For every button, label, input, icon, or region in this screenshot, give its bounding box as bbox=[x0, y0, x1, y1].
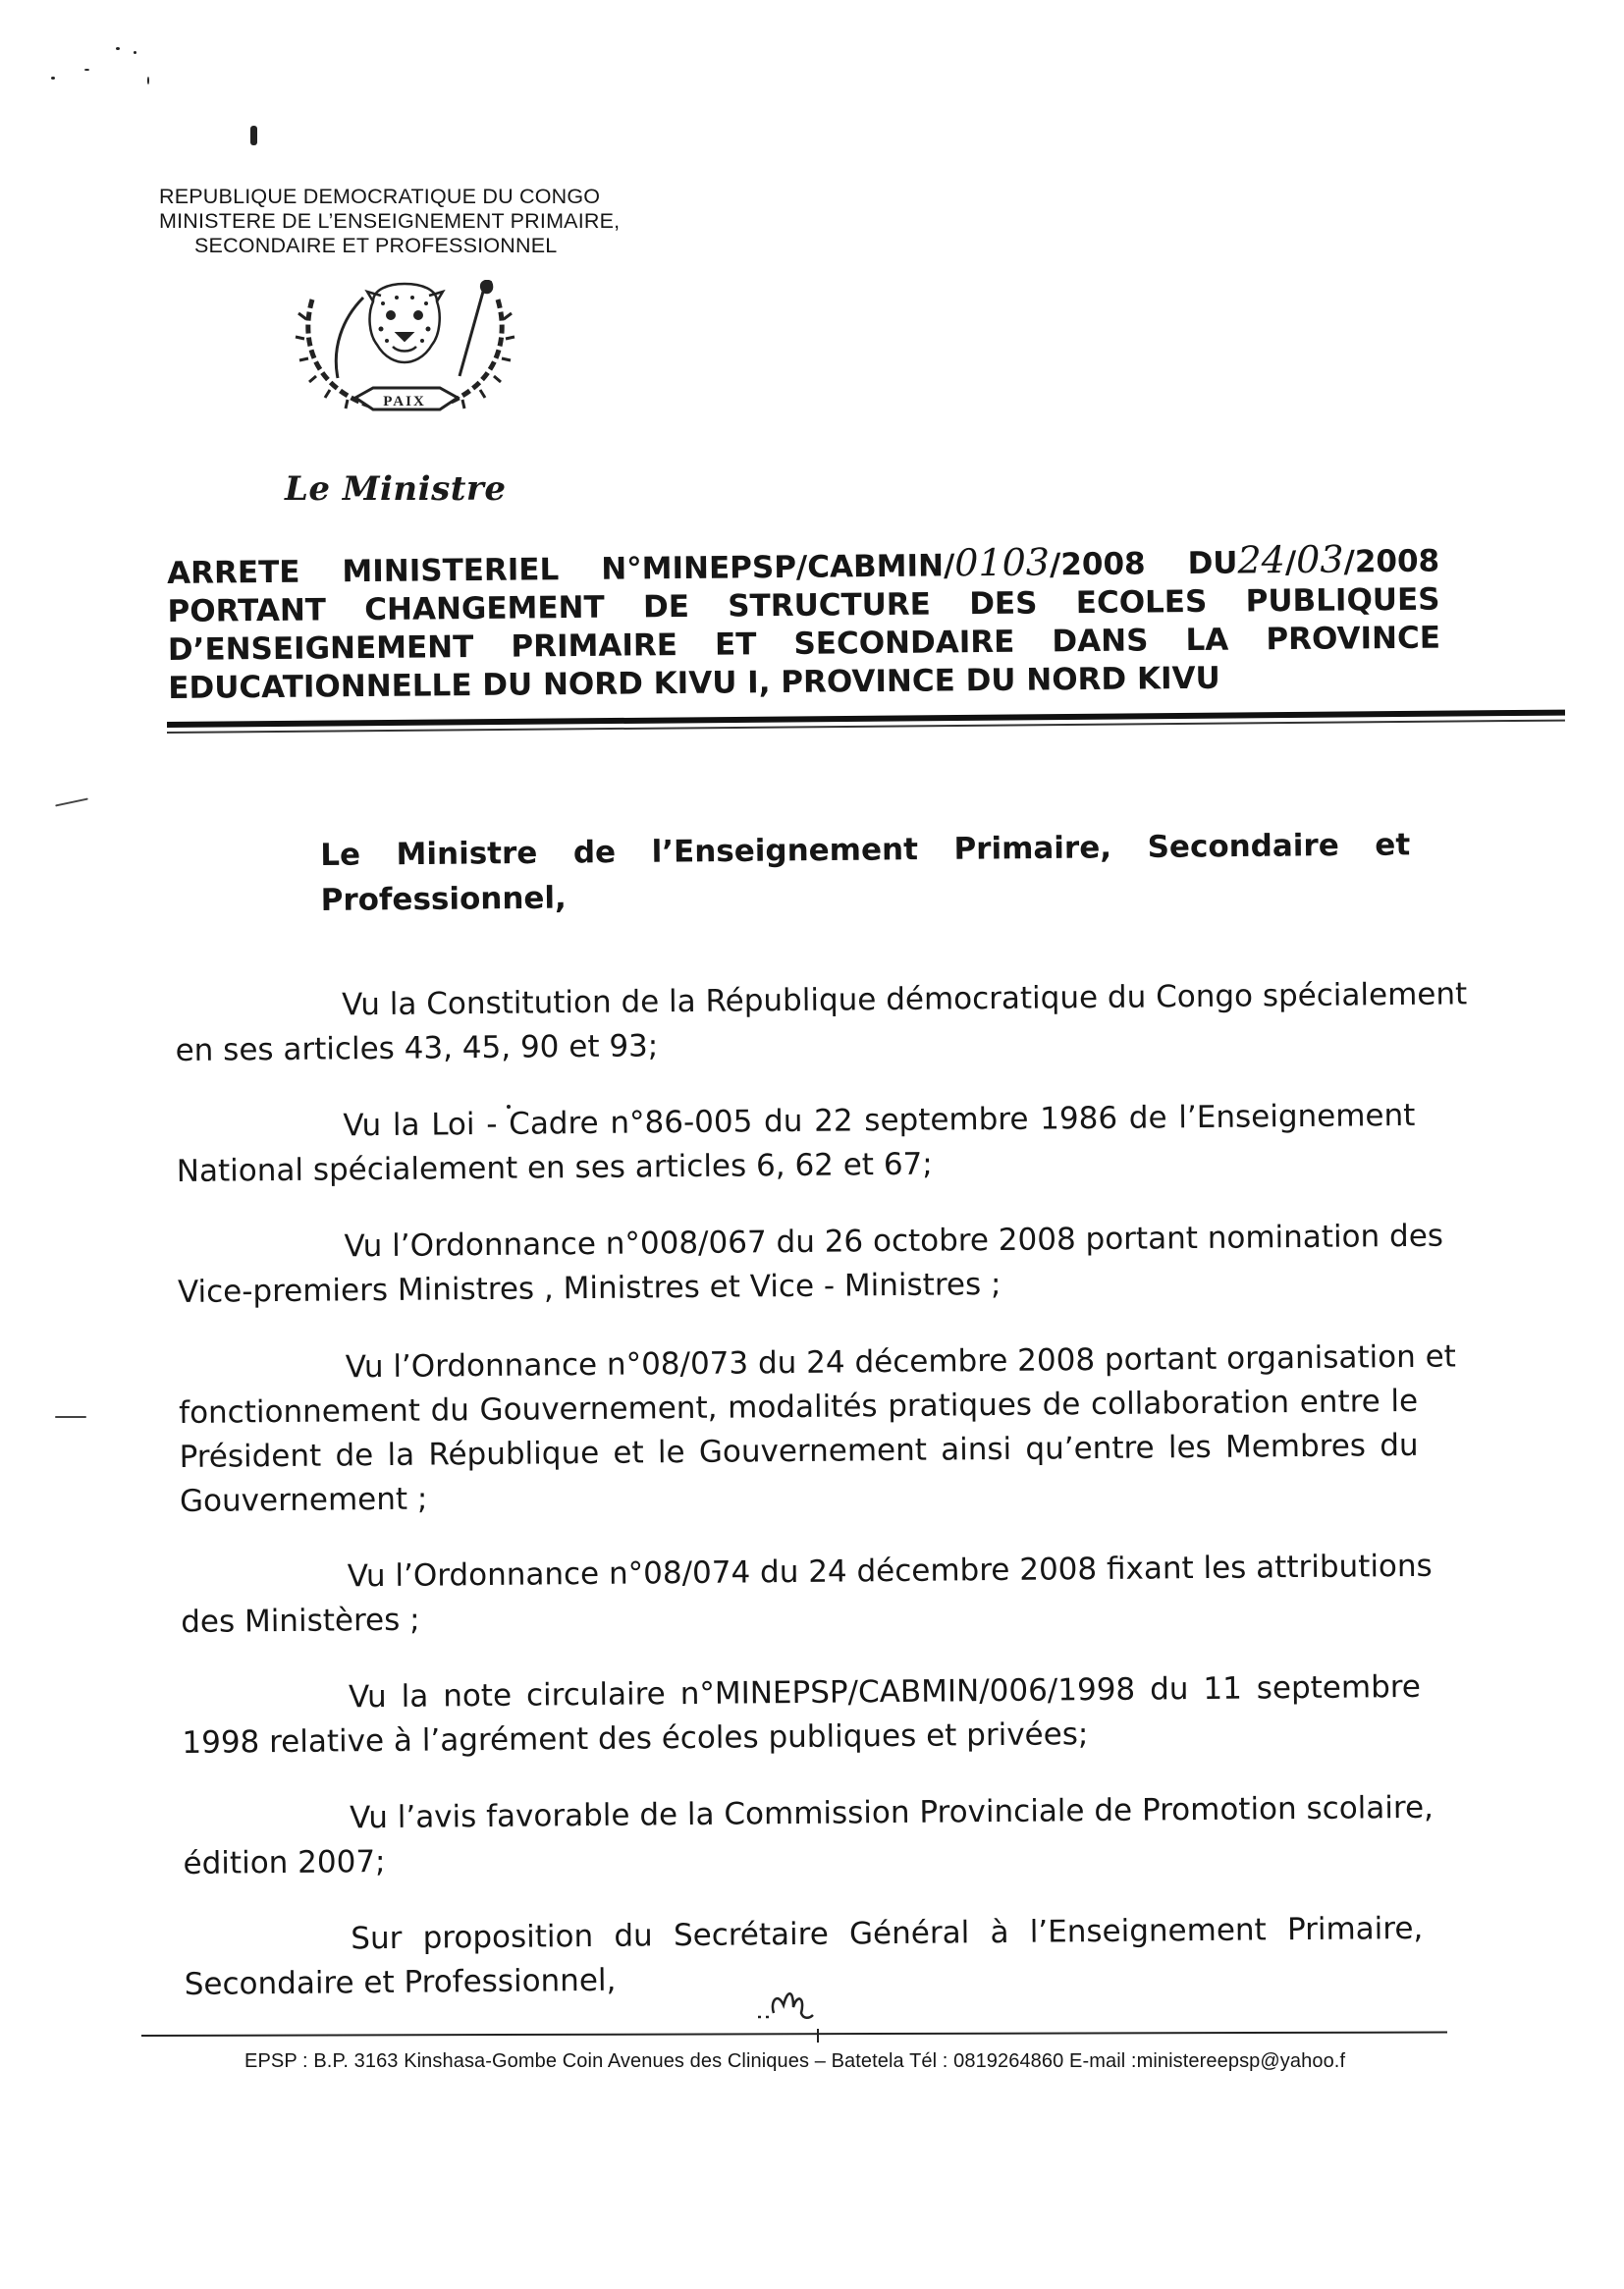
handwritten-initials bbox=[754, 1984, 823, 2027]
decree-line1: ARRETE MINISTERIEL N°MINEPSP/CABMIN/0103/2008 DU24/03/2008 bbox=[167, 537, 1440, 591]
consideration-paragraph bbox=[177, 1215, 1444, 1315]
paragraph-line: Vu l’avis favorable de la Commission Provinciale de Promotion scolaire, bbox=[349, 1789, 1435, 1836]
paragraph-line: National spécialement en ses articles 6, 62 et 67; bbox=[176, 1146, 933, 1189]
scan-speck bbox=[51, 77, 55, 80]
decree-title bbox=[167, 537, 1441, 708]
scan-speck bbox=[250, 126, 257, 145]
margin-mark bbox=[55, 1416, 86, 1418]
paragraph-line: Gouvernement ; bbox=[179, 1481, 428, 1519]
decree-prefix: ARRETE MINISTERIEL N°MINEPSP/CABMIN/ bbox=[167, 548, 955, 591]
consideration-paragraph bbox=[183, 1786, 1435, 1886]
consideration-paragraph bbox=[179, 1335, 1457, 1524]
paragraph-line: fonctionnement du Gouvernement, modalités pratiques de collaboration entre le bbox=[179, 1383, 1419, 1431]
paragraph-line: Secondaire et Professionnel, bbox=[184, 1962, 617, 2002]
paragraph-line: Président de la République et le Gouvernement ainsi qu’entre les Membres du bbox=[179, 1427, 1419, 1475]
minister-heading bbox=[320, 822, 1411, 923]
paragraph-line: Vu l’Ordonnance n°08/074 du 24 décembre 2008 fixant les attributions bbox=[347, 1548, 1433, 1595]
decree-end: /2008 bbox=[1343, 543, 1440, 580]
margin-mark bbox=[55, 797, 88, 806]
letterhead bbox=[159, 185, 620, 258]
letterhead-ministry-line1: MINISTERE DE L’ENSEIGNEMENT PRIMAIRE, bbox=[159, 209, 621, 233]
minister-heading-line1: Le Ministre de l’Enseignement Primaire, Secondaire et bbox=[320, 827, 1411, 873]
paragraph-line: Vu la Loi - Cadre n°86-005 du 22 septembre 1986 de l’Enseignement bbox=[343, 1097, 1416, 1144]
paragraph-line: Vu la note circulaire n°MINEPSP/CABMIN/006/1998 du 11 septembre bbox=[348, 1668, 1422, 1716]
paragraph-line: des Ministères ; bbox=[181, 1602, 420, 1640]
paragraph-line: Vice-premiers Ministres , Ministres et Vice - Ministres ; bbox=[177, 1266, 1001, 1310]
decree-line4: EDUCATIONNELLE DU NORD KIVU I, PROVINCE DU NORD KIVU bbox=[168, 660, 1220, 706]
paragraph-line: édition 2007; bbox=[183, 1843, 386, 1881]
decree-number-handwritten: 0103 bbox=[954, 540, 1051, 585]
scan-speck bbox=[147, 77, 149, 84]
coat-of-arms-emblem bbox=[295, 280, 515, 427]
decree-year: /2008 DU bbox=[1049, 545, 1238, 583]
considerations-body bbox=[175, 973, 1468, 2040]
footer-address: EPSP : B.P. 3163 Kinshasa-Gombe Coin Avenues des Cliniques – Batetela Tél : 0819264860 E-mail :ministereepsp@yahoo.f bbox=[244, 2050, 1346, 2072]
paragraph-line: 1998 relative à l’agrément des écoles publiques et privées; bbox=[182, 1717, 1089, 1761]
scan-speck bbox=[134, 51, 136, 54]
emblem-motto: PAIX bbox=[383, 394, 426, 409]
paragraph-line: Vu l’Ordonnance n°008/067 du 26 octobre 2008 portant nomination des bbox=[344, 1218, 1444, 1265]
letterhead-ministry-line2: SECONDAIRE ET PROFESSIONNEL bbox=[194, 234, 558, 257]
scan-speck bbox=[84, 69, 89, 71]
paragraph-line: Vu l’Ordonnance n°08/073 du 24 décembre 2008 portant organisation et bbox=[345, 1338, 1457, 1386]
consideration-paragraph bbox=[181, 1545, 1433, 1645]
scan-speck bbox=[116, 47, 120, 50]
consideration-paragraph bbox=[175, 973, 1468, 1073]
decree-line3: D’ENSEIGNEMENT PRIMAIRE ET SECONDAIRE DANS LA PROVINCE bbox=[167, 620, 1441, 668]
footer-rule-tick bbox=[817, 2029, 819, 2043]
consideration-paragraph bbox=[182, 1665, 1422, 1766]
decree-month-handwritten: 03 bbox=[1295, 537, 1344, 581]
consideration-paragraph bbox=[176, 1094, 1416, 1194]
letterhead-country: REPUBLIQUE DEMOCRATIQUE DU CONGO bbox=[159, 185, 601, 208]
minister-heading-line2: Professionnel, bbox=[320, 880, 568, 918]
paragraph-line: en ses articles 43, 45, 90 et 93; bbox=[175, 1028, 659, 1068]
decree-line2: PORTANT CHANGEMENT DE STRUCTURE DES ECOLES PUBLIQUES bbox=[167, 581, 1440, 629]
minister-title-signature: Le Ministre bbox=[285, 469, 507, 509]
decree-day-handwritten: 24 bbox=[1237, 538, 1286, 582]
paragraph-line: Vu la Constitution de la République démocratique du Congo spécialement bbox=[342, 976, 1468, 1023]
paragraph-line: Sur proposition du Secrétaire Général à l’Enseignement Primaire, bbox=[351, 1910, 1424, 1957]
